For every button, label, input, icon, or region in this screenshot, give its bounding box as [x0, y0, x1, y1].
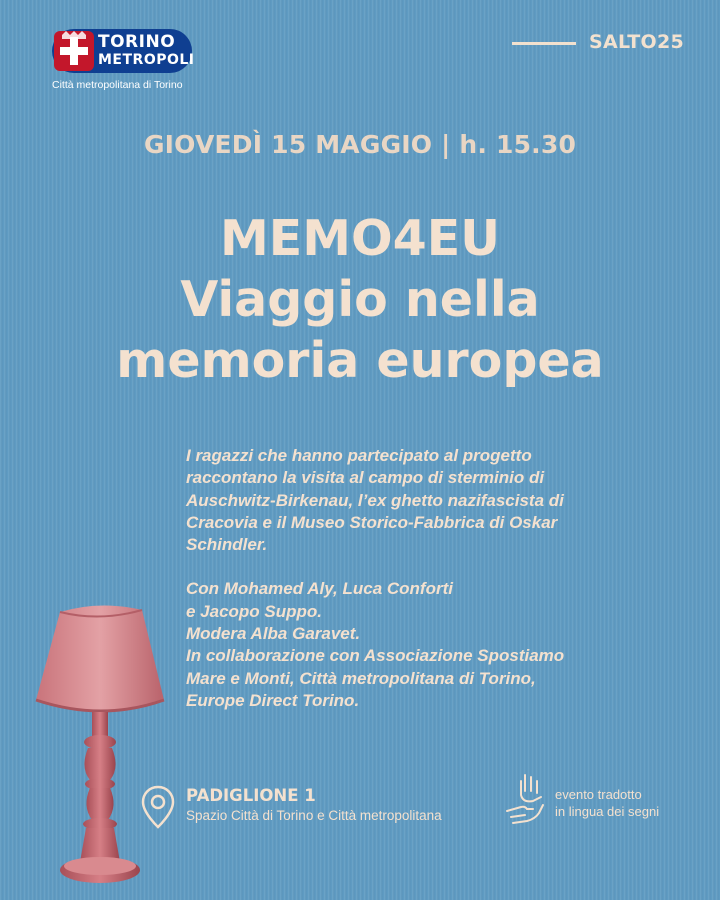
- credits-line: Con Mohamed Aly, Luca Conforti: [186, 579, 453, 599]
- credits-line: Europe Direct Torino.: [186, 690, 360, 710]
- credits-line: Modera Alba Garavet.: [186, 624, 361, 644]
- event-description: [186, 445, 656, 712]
- torino-flag-icon: [54, 31, 94, 71]
- sign-language-icon: [503, 771, 551, 829]
- salto-label: SALTO25: [589, 31, 685, 53]
- credits-line: Mare e Monti, Città metropolitana di Torino,: [186, 668, 536, 688]
- title-line: Viaggio nella: [180, 271, 540, 328]
- description-line: Cracovia e il Museo Storico-Fabbrica di Oskar: [186, 512, 558, 532]
- credits-line: e Jacopo Suppo.: [186, 601, 323, 621]
- credits-line: In collaborazione con Associazione Spostiamo: [186, 646, 565, 666]
- lamp-illustration: [30, 600, 170, 900]
- event-date: GIOVEDÌ 15 MAGGIO | h. 15.30: [143, 130, 577, 159]
- title-line: MEMO4EU: [219, 210, 500, 267]
- description-line: Schindler.: [186, 535, 268, 555]
- logo-line-2: METROPOLI: [98, 52, 195, 68]
- description-line: raccontano la visita al campo di sterminio di: [186, 468, 545, 488]
- location-name: PADIGLIONE 1: [186, 786, 316, 805]
- title-line: memoria europea: [116, 332, 604, 389]
- location-detail: Spazio Città di Torino e Città metropolitana: [186, 808, 442, 823]
- description-line: I ragazzi che hanno partecipato al progetto: [186, 446, 532, 465]
- logo-line-1: TORINO: [98, 32, 176, 52]
- salto-divider: [512, 42, 576, 45]
- sign-language-line: evento tradotto: [555, 787, 642, 802]
- sign-language-note: [555, 786, 659, 820]
- description-line: Auschwitz-Birkenau, l’ex ghetto nazifascista di: [186, 490, 564, 510]
- location-pin-icon: [141, 785, 175, 829]
- event-title: [0, 208, 720, 391]
- torino-metropoli-logo: [52, 29, 197, 95]
- sign-language-line: in lingua dei segni: [555, 804, 660, 819]
- logo-subtitle: Città metropolitana di Torino: [52, 79, 183, 91]
